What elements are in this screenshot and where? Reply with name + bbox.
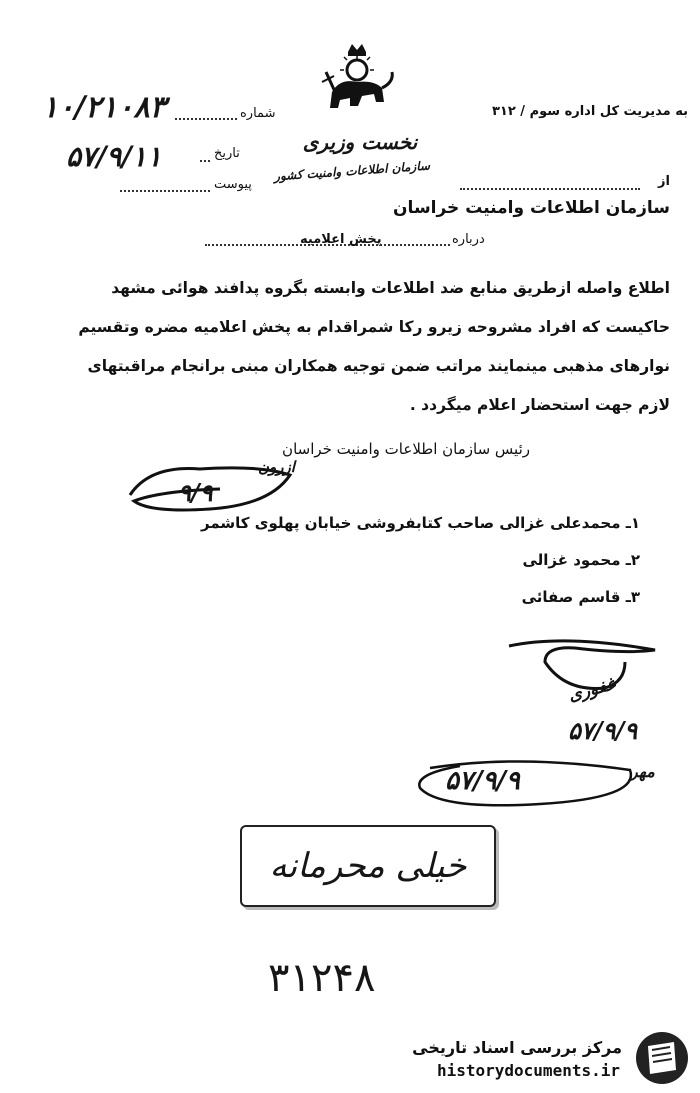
document-center-logo-icon bbox=[634, 1030, 690, 1086]
signatory-title: رئیس سازمان اطلاعات وامنیت خراسان bbox=[282, 440, 530, 458]
annotation-scribble-icon bbox=[505, 632, 665, 722]
date-dots bbox=[200, 160, 210, 162]
attachment-dots bbox=[120, 190, 210, 192]
classification-stamp-text: خیلی محرمانه bbox=[269, 846, 467, 886]
date-label: تاریخ bbox=[214, 146, 240, 161]
body-line-3: نوارهای مذهبی مینمایند مراتب ضمن توجیه همکاران مبنی برانجام مراقبتهای bbox=[87, 357, 670, 375]
attachment-label: پیوست bbox=[214, 177, 252, 192]
from-dots bbox=[460, 188, 640, 190]
recipient-line: به مدیریت کل اداره سوم / ۳۱۲ bbox=[491, 104, 688, 119]
ministry-name: نخست وزیری bbox=[302, 130, 418, 154]
watermark-title: مرکز بررسی اسناد تاریخی bbox=[412, 1038, 622, 1057]
file-number: ۳۱۲۴۸ bbox=[268, 955, 376, 1001]
signature-date: ۹/۹ bbox=[178, 478, 213, 507]
letter-date-value: ۵۷/۹/۱۱ bbox=[66, 140, 162, 173]
from-label: از bbox=[658, 174, 670, 189]
number-label: شماره bbox=[240, 106, 276, 121]
body-line-1: اطلاع واصله ازطریق منابع ضد اطلاعات وابسته بگروه پدافند هوائی مشهد bbox=[111, 279, 670, 297]
annotation-2-prefix: مهر bbox=[630, 762, 655, 781]
annotation-loop-icon bbox=[400, 748, 650, 818]
annotation-1-date: ۵۷/۹/۹ bbox=[568, 716, 638, 745]
person-1: ۱ـ محمدعلی غزالی صاحب کتابفروشی خیابان پهلوی کاشمر bbox=[201, 514, 640, 532]
subject-label: درباره bbox=[452, 232, 485, 247]
person-3: ۳ـ قاسم صفائی bbox=[521, 588, 640, 606]
number-dots bbox=[175, 118, 237, 120]
body-line-4: لازم جهت استحضار اعلام میگردد . bbox=[409, 396, 670, 414]
from-value: سازمان اطلاعات وامنیت خراسان bbox=[393, 198, 670, 218]
lion-and-sun-emblem-icon bbox=[312, 42, 402, 122]
subject-value: پخش اعلامیه bbox=[300, 232, 382, 247]
annotation-1-name: غفوری bbox=[566, 674, 618, 706]
letter-number-value: ۱۰/۲۱۰۸۳ bbox=[42, 90, 166, 125]
emblem-block bbox=[272, 42, 442, 192]
annotation-2-date: ۵۷/۹/۹ bbox=[445, 766, 520, 796]
body-line-2: حاکیست که افراد مشروحه زیرو رکا شمراقدام به پخش اعلامیه مضره وتقسیم bbox=[78, 318, 670, 336]
person-2: ۲ـ محمود غزالی bbox=[522, 551, 640, 569]
organization-name: سازمان اطلاعات وامنیت کشور bbox=[273, 158, 431, 184]
classification-stamp bbox=[240, 825, 496, 907]
signature-name: ازرون bbox=[258, 458, 295, 476]
watermark-url: historydocuments.ir bbox=[436, 1061, 620, 1080]
